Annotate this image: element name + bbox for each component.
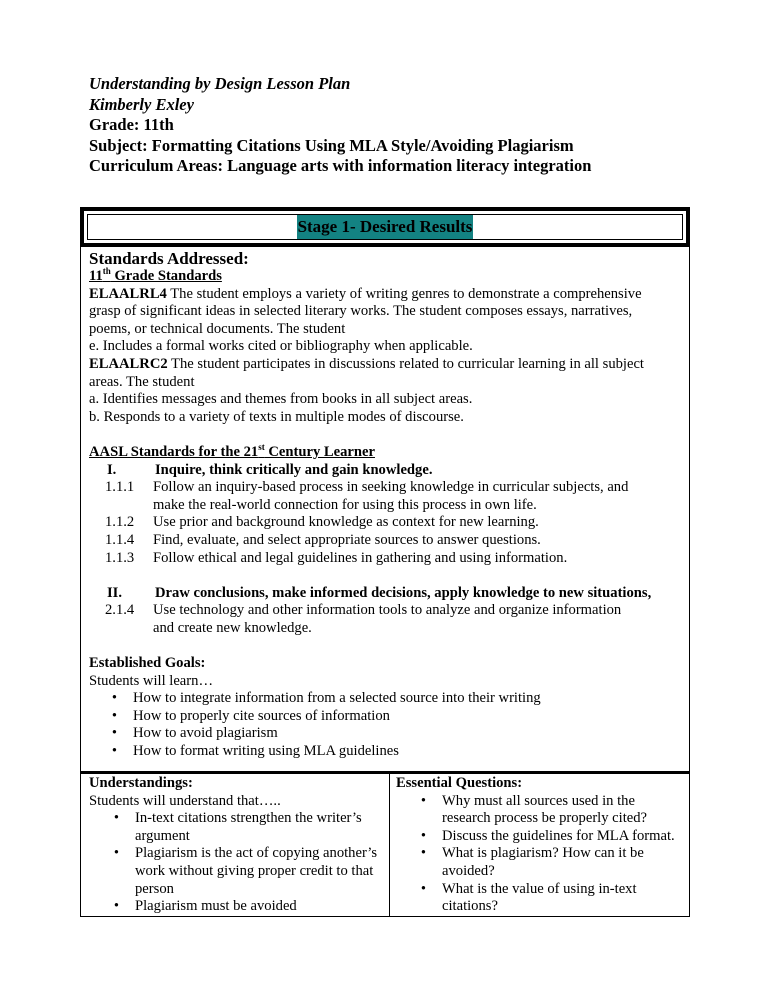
- questions-cell: [390, 774, 689, 916]
- rl4: ELAALRL4 The student employs a variety of writing genres to demonstrate a comprehensive: [89, 285, 642, 302]
- doc-author: Kimberly Exley: [89, 94, 194, 114]
- understandings-heading: Understandings:: [89, 775, 193, 791]
- aasl-item: 1.1.1 Follow an inquiry-based process in seeking knowledge in curricular subjects, and: [105, 479, 629, 496]
- stage-header: [80, 207, 690, 247]
- grade-standards-heading: 11th Grade Standards: [89, 266, 222, 284]
- aasl-item-cont: make the real-world connection for using this process in own life.: [153, 496, 537, 513]
- standards-cell: [80, 247, 690, 772]
- doc-grade: Grade: 11th: [89, 115, 174, 134]
- rl4-line: e. Includes a formal works cited or bibliography when applicable.: [89, 338, 473, 355]
- questions-heading: Essential Questions:: [396, 775, 523, 791]
- goal-item: • How to properly cite sources of information: [111, 707, 390, 724]
- doc-subject: Subject: Formatting Citations Using MLA Style/Avoiding Plagiarism: [89, 135, 574, 155]
- goal-item: • How to format writing using MLA guidelines: [111, 743, 399, 760]
- aasl-standard-1: I. Inquire, think critically and gain knowledge.: [107, 461, 433, 478]
- doc-areas: Curriculum Areas: Language arts with information literacy integration: [89, 156, 592, 175]
- aasl-item: 1.1.3 Follow ethical and legal guidelines in gathering and using information.: [105, 549, 568, 566]
- understandings-intro: Students will understand that…..: [89, 792, 281, 809]
- document-header: [89, 74, 591, 177]
- aasl-item: 1.1.2 Use prior and background knowledge as context for new learning.: [105, 514, 539, 531]
- aasl-item-cont: and create new knowledge.: [153, 619, 312, 636]
- rc2-line: areas. The student: [89, 373, 195, 390]
- question-item: • What is plagiarism? How can it be avoided?: [420, 845, 644, 879]
- rc2-line: b. Responds to a variety of texts in multiple modes of discourse.: [89, 408, 464, 425]
- lesson-table: [80, 207, 690, 917]
- understanding-item: • In-text citations strengthen the writer’s argument: [113, 810, 362, 844]
- understanding-item: • Plagiarism is the act of copying another’s work without giving proper credit to that person: [113, 845, 378, 897]
- question-item: • Why must all sources used in the research process be properly cited?: [420, 792, 648, 827]
- question-item: • What is the value of using in-text citations?: [420, 880, 637, 915]
- goal-item: • How to integrate information from a selected source into their writing: [111, 690, 541, 707]
- understanding-item: • Plagiarism must be avoided: [113, 898, 297, 915]
- doc-title: Understanding by Design Lesson Plan: [89, 74, 351, 93]
- rc2-line: a. Identifies messages and themes from books in all subject areas.: [89, 391, 473, 408]
- aasl-standard-2: II. Draw conclusions, make informed decisions, apply knowledge to new situations,: [107, 584, 652, 601]
- question-item: • Discuss the guidelines for MLA format.: [420, 827, 675, 844]
- standards-heading: Standards Addressed:: [89, 249, 249, 268]
- aasl-item: 2.1.4 Use technology and other information tools to analyze and organize information: [105, 602, 622, 619]
- goal-item: • How to avoid plagiarism: [111, 725, 278, 742]
- understandings-cell: [81, 774, 390, 916]
- goals-heading: Established Goals:: [89, 655, 206, 672]
- stage-title: Stage 1- Desired Results: [297, 215, 474, 239]
- aasl-heading: AASL Standards for the 21st Century Learner: [89, 442, 375, 460]
- rc2: ELAALRC2 The student participates in discussions related to curricular learning in all subject: [89, 355, 644, 372]
- understandings-row: [80, 772, 690, 917]
- aasl-item: 1.1.4 Find, evaluate, and select appropriate sources to answer questions.: [105, 531, 541, 548]
- rl4-line: grasp of significant ideas in selected literary works. The student composes essays, narratives,: [89, 303, 633, 320]
- goals-intro: Students will learn…: [89, 672, 214, 689]
- rl4-line: poems, or technical documents. The student: [89, 320, 346, 337]
